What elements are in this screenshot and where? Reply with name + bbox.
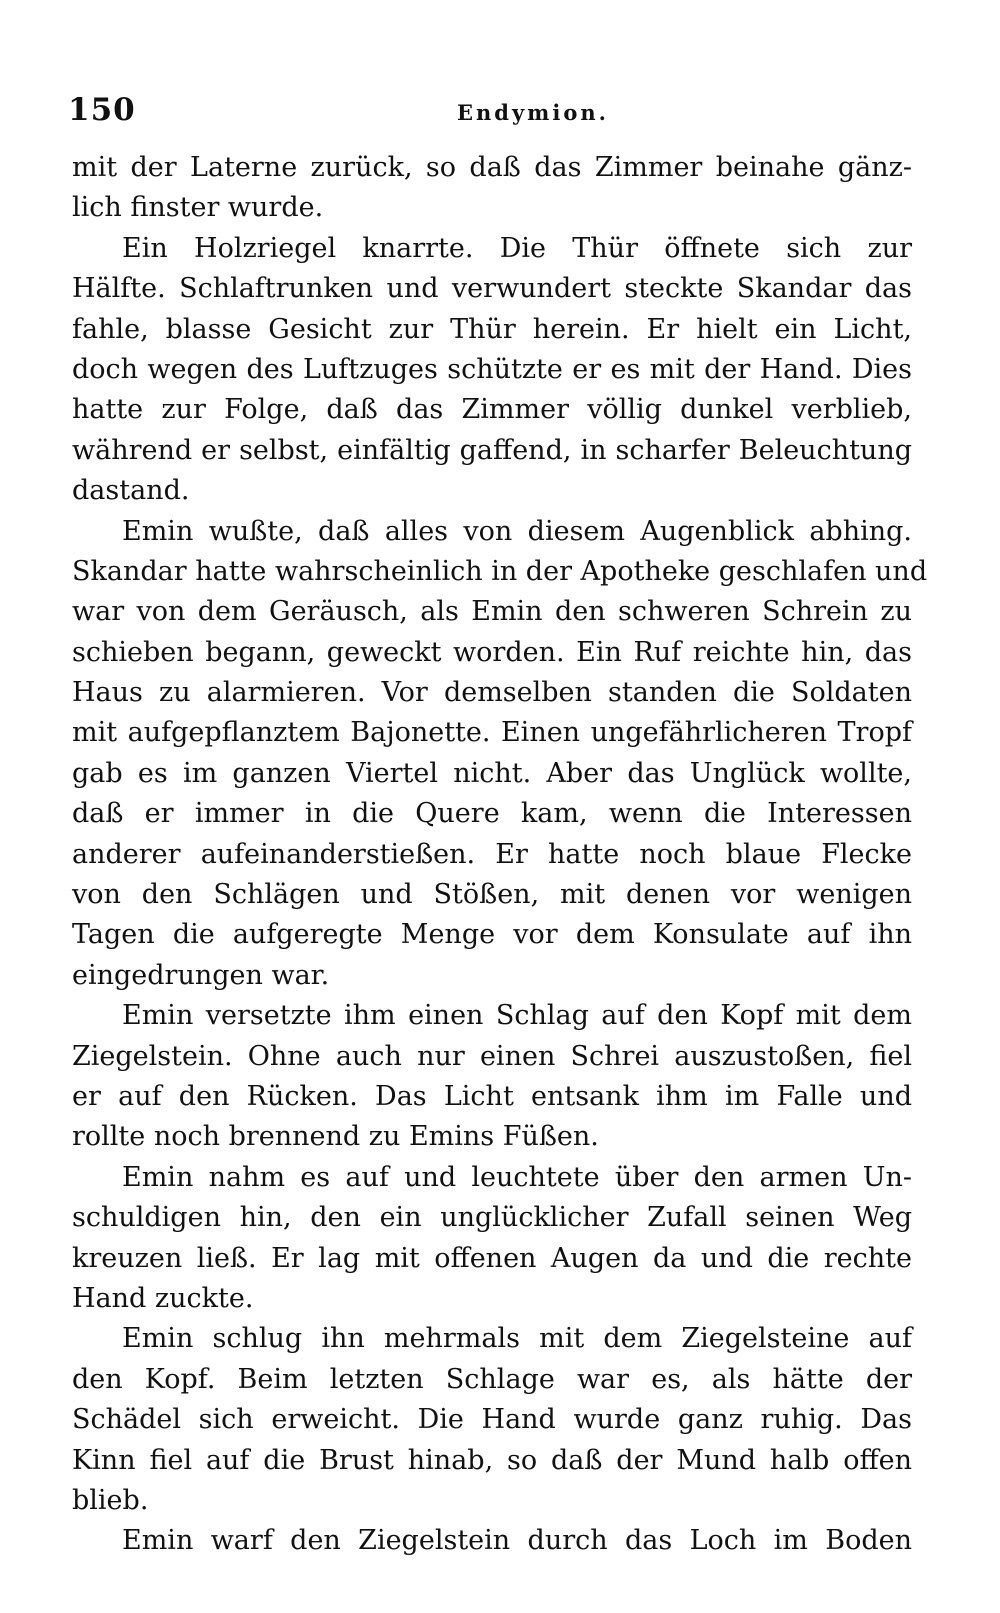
text-line: fahle, blasse Gesicht zur Thür herein. Er hielt ein Licht, <box>72 313 912 345</box>
text-line: Tagen die aufgeregte Menge vor dem Konsulate auf ihn <box>72 919 912 951</box>
text-line: mit der Laterne zurück, so daß das Zimmer beinahe gänz- <box>72 152 912 183</box>
text-line: gab es im ganzen Viertel nicht. Aber das Unglück wollte, <box>72 757 912 789</box>
text-line: Kinn fiel auf die Brust hinab, so daß der Mund halb offen <box>72 1444 912 1476</box>
text-line: Schädel sich erweicht. Die Hand wurde ganz ruhig. Das <box>72 1404 912 1436</box>
text-line: Haus zu alarmieren. Vor demselben standen die Soldaten <box>72 677 912 709</box>
text-line: dastand. <box>72 475 190 507</box>
text-line: Emin wußte, daß alles von diesem Augenblick abhing. <box>122 515 912 547</box>
text-line: daß er immer in die Quere kam, wenn die Interessen <box>72 798 912 830</box>
text-line: Ziegelstein. Ohne auch nur einen Schrei auszustoßen, fiel <box>72 1040 912 1072</box>
page-header <box>68 92 910 136</box>
text-line: schieben begann, geweckt worden. Ein Ruf reichte hin, das <box>72 636 912 668</box>
text-line: anderer aufeinanderstießen. Er hatte noch blaue Flecke <box>72 838 912 870</box>
body-text <box>72 148 928 1562</box>
text-line: Emin versetzte ihm einen Schlag auf den Kopf mit dem <box>122 1000 912 1032</box>
text-line: während er selbst, einfältig gaffend, in scharfer Beleuchtung <box>72 434 912 466</box>
text-line: er auf den Rücken. Das Licht entsank ihm im Falle und <box>72 1080 912 1112</box>
running-title: Endymion. <box>457 100 609 125</box>
text-line: Hand zuckte. <box>72 1282 254 1314</box>
text-line: Skandar hatte wahrscheinlich in der Apotheke geschlafen und <box>72 555 928 587</box>
text-line: doch wegen des Luftzuges schützte er es mit der Hand. Dies <box>72 353 912 385</box>
text-line: Hälfte. Schlaftrunken und verwundert steckte Skandar das <box>72 273 912 305</box>
text-line: Emin nahm es auf und leuchtete über den armen Un- <box>122 1161 912 1193</box>
text-line: hatte zur Folge, daß das Zimmer völlig dunkel verblieb, <box>72 394 912 426</box>
text-line: eingedrungen war. <box>72 959 330 991</box>
text-line: Emin warf den Ziegelstein durch das Loch im Boden <box>122 1525 912 1557</box>
page-number: 150 <box>68 92 136 128</box>
text-line: lich finster wurde. <box>72 192 324 224</box>
text-line: war von dem Geräusch, als Emin den schweren Schrein zu <box>72 596 912 628</box>
text-line: mit aufgepflanztem Bajonette. Einen ungefährlicheren Tropf <box>72 717 912 749</box>
text-line: Ein Holzriegel knarrte. Die Thür öffnete sich zur <box>122 232 912 264</box>
text-line: den Kopf. Beim letzten Schlage war es, als hätte der <box>72 1363 912 1395</box>
text-line: kreuzen ließ. Er lag mit offenen Augen da und die rechte <box>72 1242 912 1274</box>
text-line: rollte noch brennend zu Emins Füßen. <box>72 1121 599 1153</box>
text-line: blieb. <box>72 1484 149 1516</box>
text-line: von den Schlägen und Stößen, mit denen vor wenigen <box>72 879 912 911</box>
text-line: Emin schlug ihn mehrmals mit dem Ziegelsteine auf <box>122 1323 912 1355</box>
text-line: schuldigen hin, den ein unglücklicher Zufall seinen Weg <box>72 1202 912 1234</box>
